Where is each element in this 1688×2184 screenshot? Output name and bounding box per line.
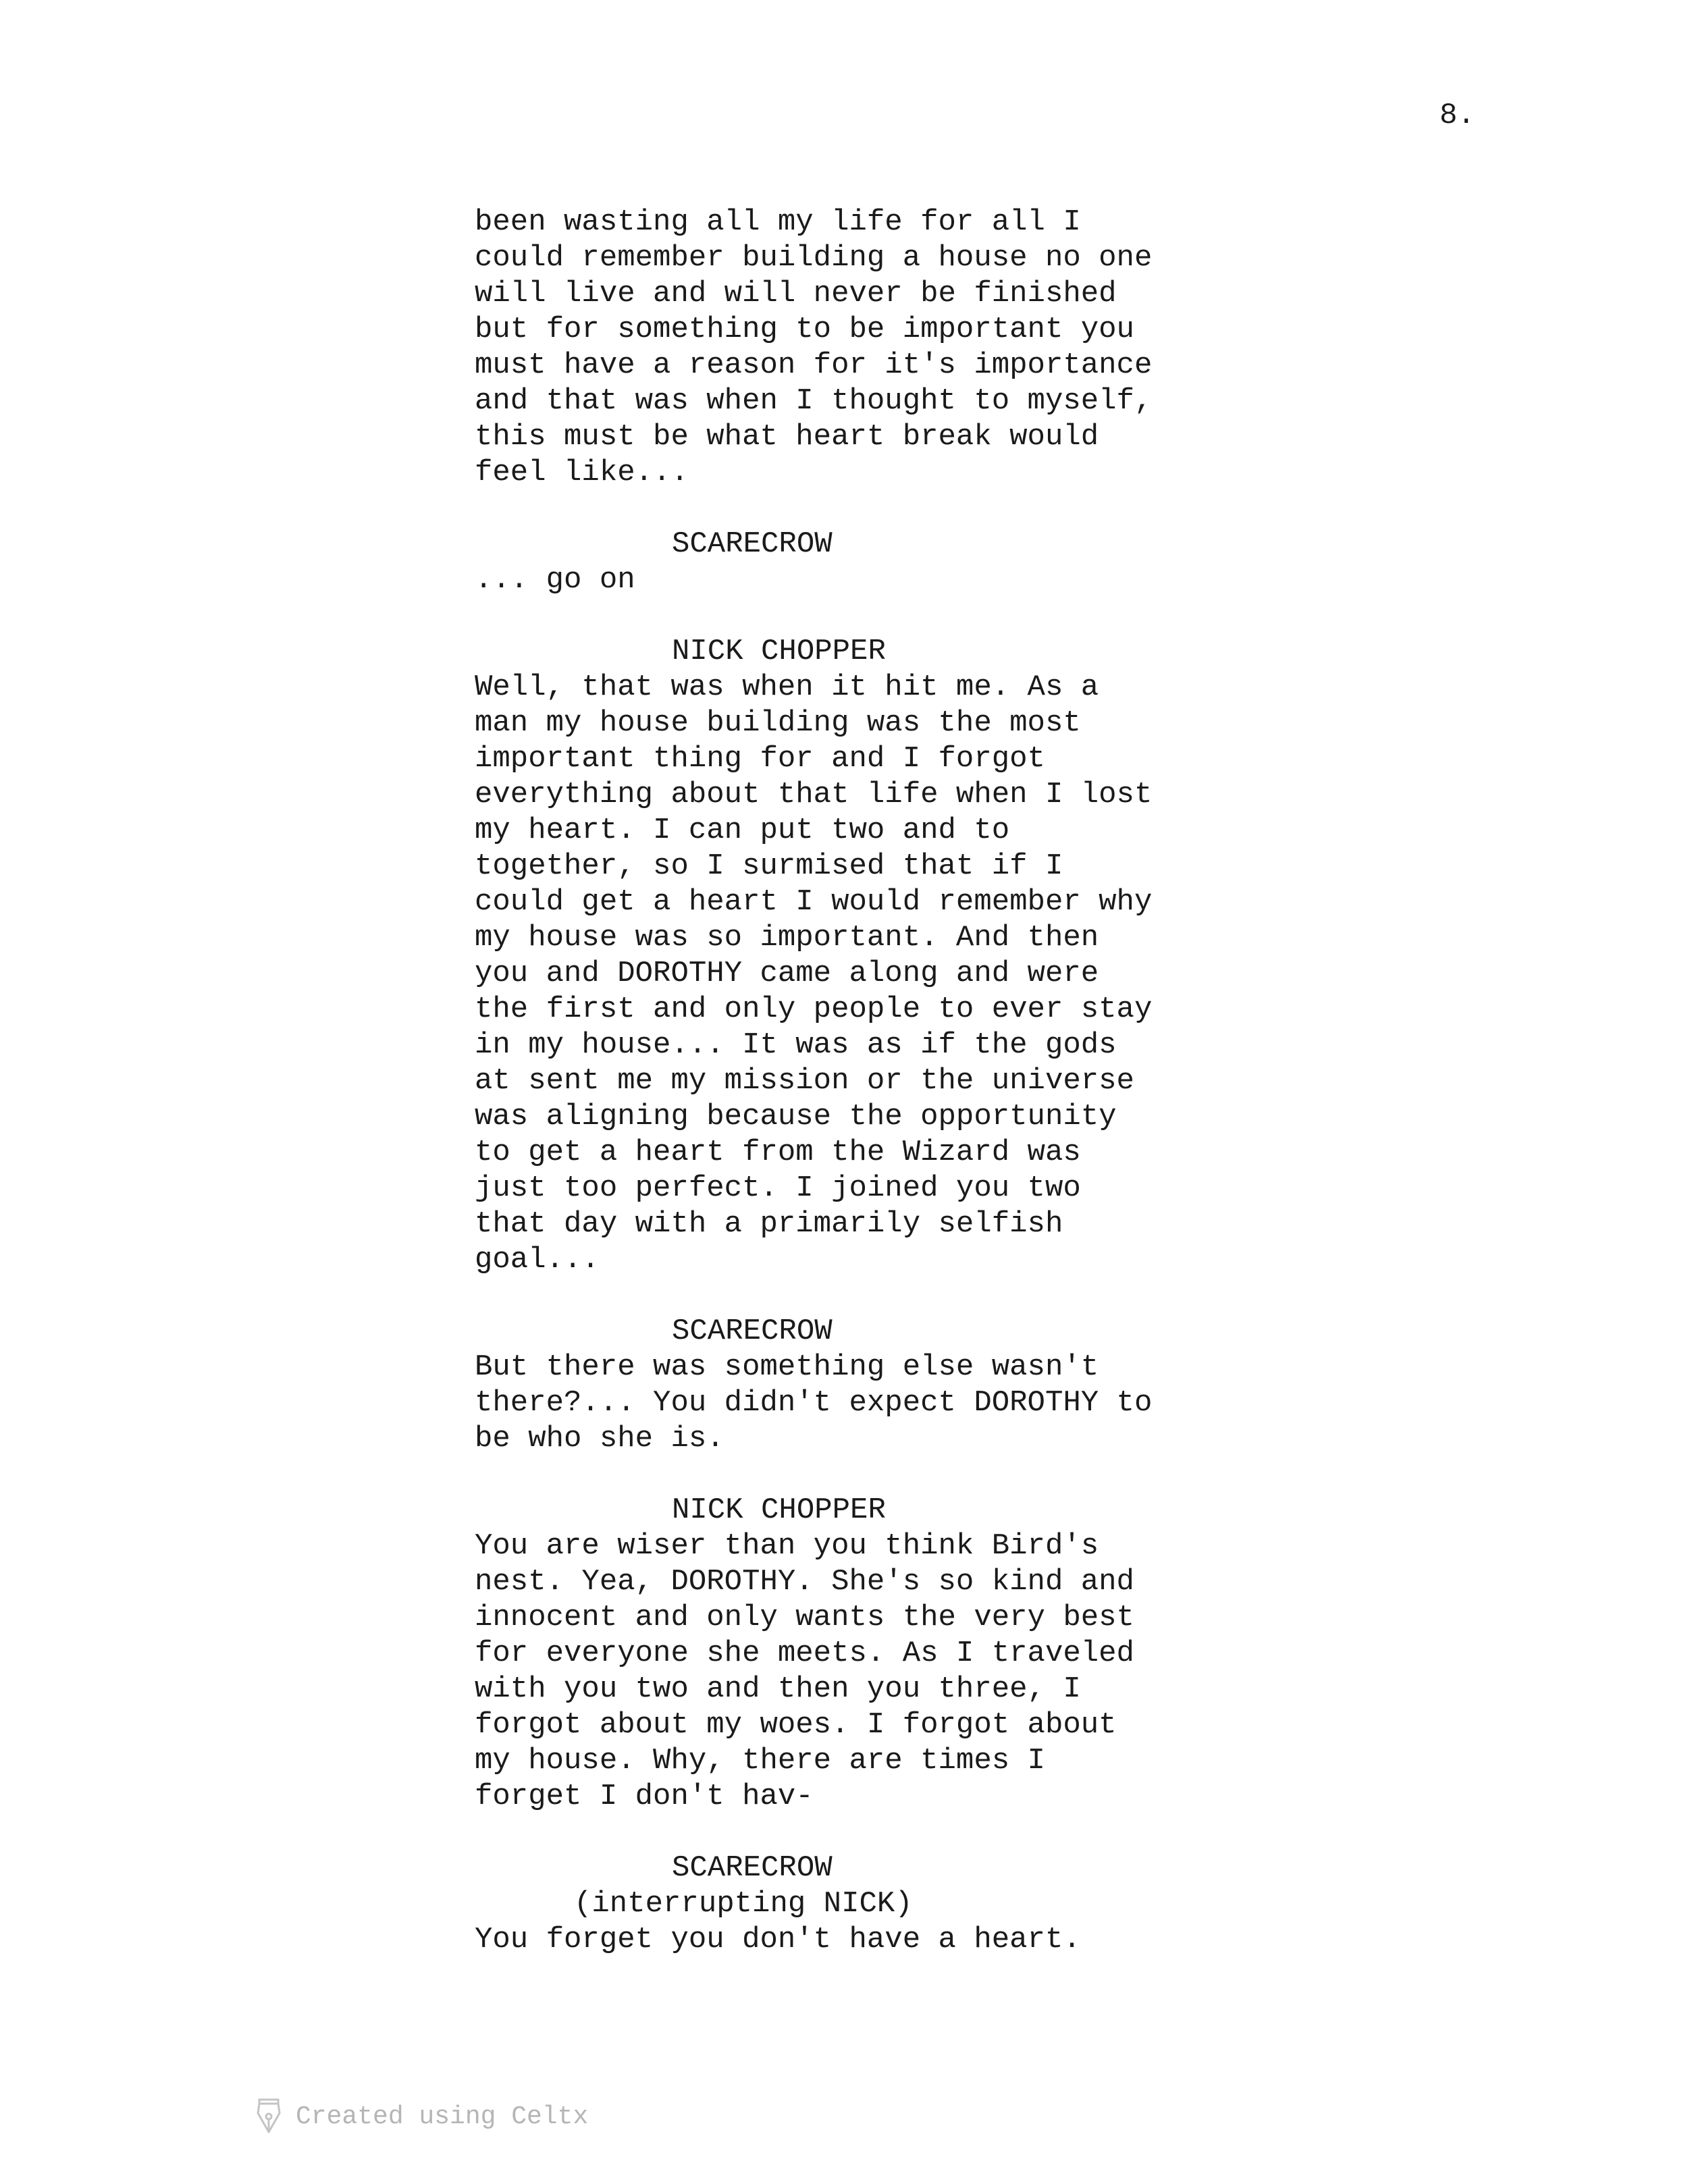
dialogue-line: be who she is. bbox=[475, 1422, 724, 1456]
dialogue-line: to get a heart from the Wizard was bbox=[475, 1136, 1081, 1169]
dialogue-line: my house. Why, there are times I bbox=[475, 1744, 1045, 1778]
page-number: 8. bbox=[1440, 99, 1475, 132]
dialogue-line: been wasting all my life for all I bbox=[475, 205, 1081, 239]
spacer bbox=[475, 491, 1285, 527]
spacer bbox=[475, 598, 1285, 634]
footer-text: Created using Celtx bbox=[296, 2102, 589, 2131]
dialogue-line: and that was when I thought to myself, bbox=[475, 384, 1153, 418]
dialogue-line: nest. Yea, DOROTHY. She's so kind and bbox=[475, 1565, 1134, 1599]
dialogue-line: this must be what heart break would bbox=[475, 420, 1099, 454]
dialogue-line: will live and will never be finished bbox=[475, 277, 1117, 311]
dialogue-line: there?... You didn't expect DOROTHY to bbox=[475, 1386, 1153, 1420]
speech-block bbox=[475, 1314, 1285, 1457]
dialogue-line: feel like... bbox=[475, 456, 689, 489]
dialogue-line: Well, that was when it hit me. As a bbox=[475, 670, 1099, 704]
parenthetical: (interrupting NICK) bbox=[574, 1887, 913, 1921]
dialogue-line: the first and only people to ever stay bbox=[475, 992, 1153, 1026]
celtx-pen-icon bbox=[255, 2098, 282, 2135]
dialogue-line: must have a reason for it's importance bbox=[475, 348, 1153, 382]
dialogue-line: innocent and only wants the very best bbox=[475, 1601, 1134, 1634]
spacer bbox=[475, 1278, 1285, 1314]
speech-block bbox=[475, 1493, 1285, 1815]
dialogue-line: my house was so important. And then bbox=[475, 921, 1099, 955]
dialogue-line: together, so I surmised that if I bbox=[475, 849, 1063, 883]
speech-block bbox=[475, 634, 1285, 1278]
dialogue-line: my heart. I can put two and to bbox=[475, 814, 1010, 847]
dialogue-line: You are wiser than you think Bird's bbox=[475, 1529, 1099, 1563]
dialogue-line: ... go on bbox=[475, 563, 635, 597]
dialogue-line: in my house... It was as if the gods bbox=[475, 1028, 1117, 1062]
dialogue-line: with you two and then you three, I bbox=[475, 1672, 1081, 1706]
character-name: NICK CHOPPER bbox=[672, 1493, 886, 1527]
dialogue-line: everything about that life when I lost bbox=[475, 778, 1153, 811]
celtx-footer bbox=[255, 2098, 588, 2135]
speech-block bbox=[475, 1850, 1285, 1958]
spacer bbox=[475, 1815, 1285, 1850]
dialogue-line: could get a heart I would remember why bbox=[475, 885, 1153, 919]
dialogue-line: for everyone she meets. As I traveled bbox=[475, 1636, 1134, 1670]
dialogue-line: just too perfect. I joined you two bbox=[475, 1171, 1081, 1205]
dialogue-line: forgot about my woes. I forgot about bbox=[475, 1708, 1117, 1742]
dialogue-line: but for something to be important you bbox=[475, 313, 1134, 346]
dialogue-line: was aligning because the opportunity bbox=[475, 1100, 1117, 1134]
dialogue-line: You forget you don't have a heart. bbox=[475, 1923, 1081, 1956]
dialogue-line: But there was something else wasn't bbox=[475, 1350, 1099, 1384]
dialogue-line: forget I don't hav- bbox=[475, 1780, 814, 1813]
dialogue-line: goal... bbox=[475, 1243, 600, 1277]
character-name: SCARECROW bbox=[672, 1851, 833, 1885]
dialogue-line: you and DOROTHY came along and were bbox=[475, 957, 1099, 990]
character-name: SCARECROW bbox=[672, 1314, 833, 1348]
character-name: SCARECROW bbox=[672, 527, 833, 561]
dialogue-line: that day with a primarily selfish bbox=[475, 1207, 1063, 1241]
spacer bbox=[475, 1457, 1285, 1493]
dialogue-line: important thing for and I forgot bbox=[475, 742, 1045, 776]
dialogue-line: at sent me my mission or the universe bbox=[475, 1064, 1134, 1098]
dialogue-line: could remember building a house no one bbox=[475, 241, 1153, 275]
dialogue-block bbox=[475, 205, 1285, 491]
character-name: NICK CHOPPER bbox=[672, 635, 886, 668]
speech-block bbox=[475, 527, 1285, 598]
dialogue-line: man my house building was the most bbox=[475, 706, 1081, 740]
script-body bbox=[475, 205, 1285, 1958]
